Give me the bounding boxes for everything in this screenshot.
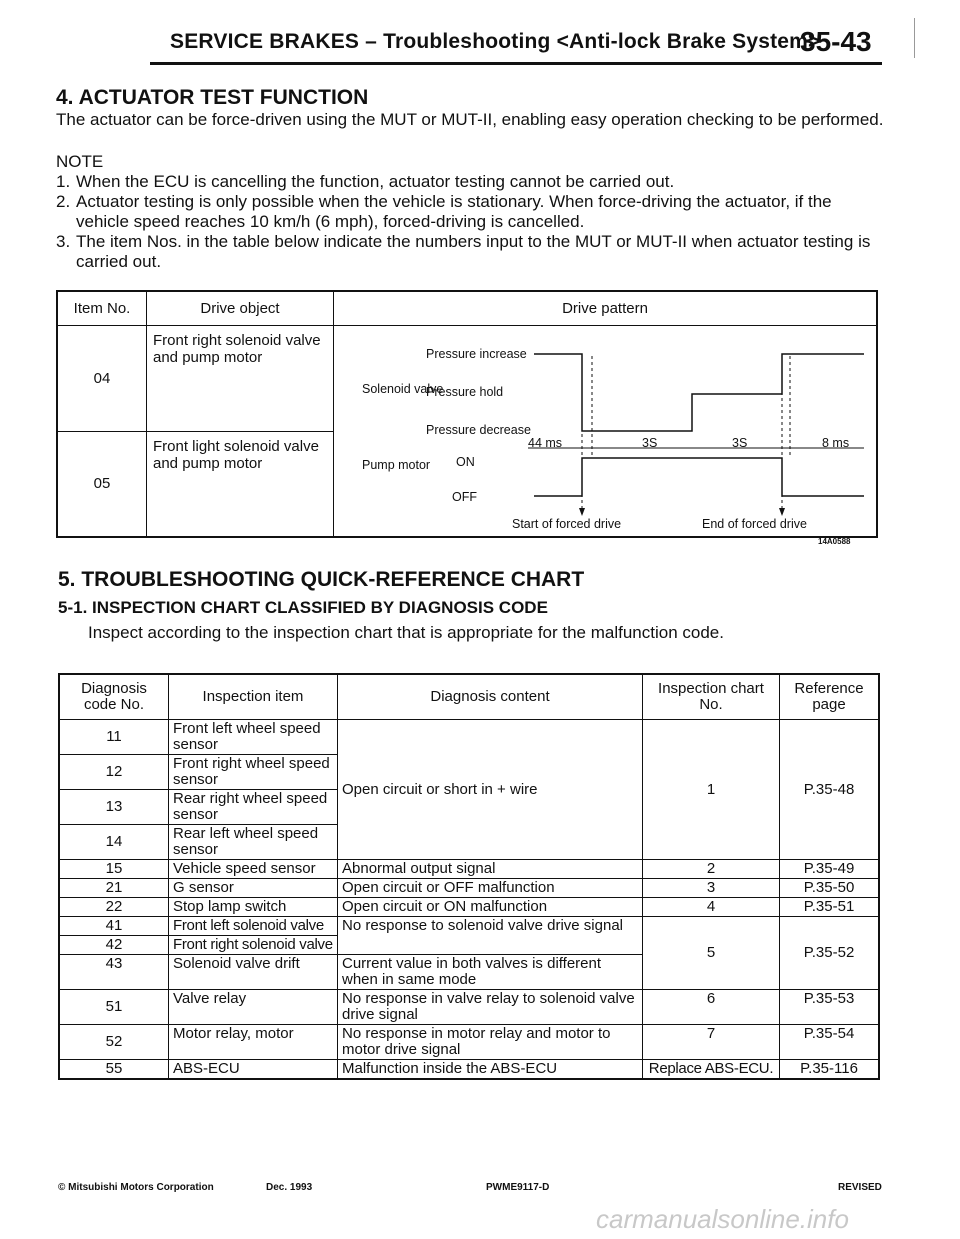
table-row: 51 Valve relay No response in valve relay to solenoid valve drive signal 6 P.35-53 xyxy=(59,990,879,1025)
drive-pattern-diagram xyxy=(334,326,878,547)
footer-status: REVISED xyxy=(838,1182,882,1193)
section5-subheading: 5-1. INSPECTION CHART CLASSIFIED BY DIAGNOSIS CODE xyxy=(58,598,548,617)
solenoid-label-1: Solenoid valve xyxy=(362,382,444,397)
solenoid-page: P.35-52 xyxy=(780,917,880,990)
drive-object-04: Front right solenoid valve and pump motor xyxy=(147,326,334,432)
pressure-decrease-label: Pressure decrease xyxy=(426,423,531,438)
footer-copyright: © Mitsubishi Motors Corporation xyxy=(58,1182,214,1193)
col-drive-object: Drive object xyxy=(147,291,334,326)
waveforms xyxy=(528,354,864,496)
page-number: 35-43 xyxy=(800,26,872,57)
table-row: 15 Vehicle speed sensor Abnormal output signal 2 P.35-49 xyxy=(59,860,879,879)
col-item-no: Item No. xyxy=(57,291,147,326)
solenoid-chart: 5 xyxy=(643,917,780,990)
section4-intro: The actuator can be force-driven using the MUT or MUT-II, enabling easy operation checking to be performed. xyxy=(56,110,884,129)
col-reference-page: Reference page xyxy=(780,674,880,720)
note-item: 3. The item Nos. in the table below indicate the numbers input to the MUT or MUT-II when actuator testing is carried out. xyxy=(56,232,871,271)
open-circuit-page: P.35-48 xyxy=(780,720,880,860)
table-row: 13 Rear right wheel speed sensor xyxy=(59,790,879,825)
table-row: 55 ABS-ECU Malfunction inside the ABS-ECU Replace ABS-ECU. P.35-116 xyxy=(59,1060,879,1080)
table-row: 42 Front right solenoid valve xyxy=(59,936,879,955)
time-8ms: 8 ms xyxy=(822,436,850,451)
table-row: 11 Front left wheel speed sensor Open circuit or short in + wire 1 P.35-48 xyxy=(59,720,879,755)
inspection-chart-table xyxy=(58,673,880,1080)
page-header-title: SERVICE BRAKES – Troubleshooting <Anti-lock Brake System> xyxy=(170,30,821,53)
col-inspection-chart: Inspection chart No. xyxy=(643,674,780,720)
time-3s-2: 3S xyxy=(732,436,748,451)
col-diagnosis-content: Diagnosis content xyxy=(338,674,643,720)
open-circuit-content: Open circuit or short in + wire xyxy=(338,720,643,860)
col-drive-pattern: Drive pattern xyxy=(334,291,878,326)
open-circuit-chart: 1 xyxy=(643,720,780,860)
time-44ms: 44 ms xyxy=(528,436,563,451)
start-forced-drive: Start of forced drive xyxy=(512,517,622,532)
note-item: 1. When the ECU is cancelling the function, actuator testing cannot be carried out. xyxy=(56,172,675,191)
table-row: 22 Stop lamp switch Open circuit or ON malfunction 4 P.35-51 xyxy=(59,898,879,917)
drive-object-05: Front light solenoid valve and pump motor xyxy=(147,431,334,537)
margin-mark xyxy=(914,18,915,58)
pump-waveform xyxy=(534,458,864,496)
timing-diagram xyxy=(334,326,874,547)
col-inspection-item: Inspection item xyxy=(169,674,338,720)
col-diagnosis-code: Diagnosis code No. xyxy=(59,674,169,720)
watermark: carmanualsonline.info xyxy=(596,1204,849,1234)
guide-lines xyxy=(582,356,790,511)
table-row: 12 Front right wheel speed sensor xyxy=(59,755,879,790)
table-row: 41 Front left solenoid valve No response to solenoid valve drive signal 5 P.35-52 xyxy=(59,917,879,936)
table-row: 52 Motor relay, motor No response in motor relay and motor to motor drive signal 7 P.35-54 xyxy=(59,1025,879,1060)
end-forced-drive: End of forced drive xyxy=(702,517,807,532)
pump-label: Pump motor xyxy=(362,458,431,473)
table-row: 43 Solenoid valve drift Current value in both valves is different when in same mode xyxy=(59,955,879,990)
figure-code: 14A0588 xyxy=(818,537,851,547)
table-row: 14 Rear left wheel speed sensor xyxy=(59,825,879,860)
item-no-04: 04 xyxy=(57,326,147,432)
pressure-hold-label: Pressure hold xyxy=(426,385,504,400)
section5-intro: Inspect according to the inspection chart that is appropriate for the malfunction code. xyxy=(88,623,724,642)
solenoid-waveform xyxy=(534,354,864,431)
section5-heading: 5. TROUBLESHOOTING QUICK-REFERENCE CHART xyxy=(58,568,585,591)
footer-date: Dec. 1993 xyxy=(266,1182,313,1193)
pressure-increase-label: Pressure increase xyxy=(426,347,527,362)
table-row: 21 G sensor Open circuit or OFF malfunction 3 P.35-50 xyxy=(59,879,879,898)
on-label: ON xyxy=(456,455,475,470)
footer-doc-code: PWME9117-D xyxy=(486,1182,550,1193)
note-list xyxy=(56,172,886,272)
note-item: 2. Actuator testing is only possible when the vehicle is stationary. When force-driving the actuator, if the vehicle speed reaches 10 km/h (6 mph), forced-driving is cancelled. xyxy=(56,192,832,231)
note-label: NOTE xyxy=(56,152,104,171)
header-rule xyxy=(150,62,882,65)
time-3s-1: 3S xyxy=(642,436,658,451)
item-no-05: 05 xyxy=(57,431,147,537)
actuator-test-table xyxy=(56,290,878,547)
drive-markers xyxy=(579,508,785,516)
off-label: OFF xyxy=(452,490,477,505)
section4-heading: 4. ACTUATOR TEST FUNCTION xyxy=(56,86,369,109)
